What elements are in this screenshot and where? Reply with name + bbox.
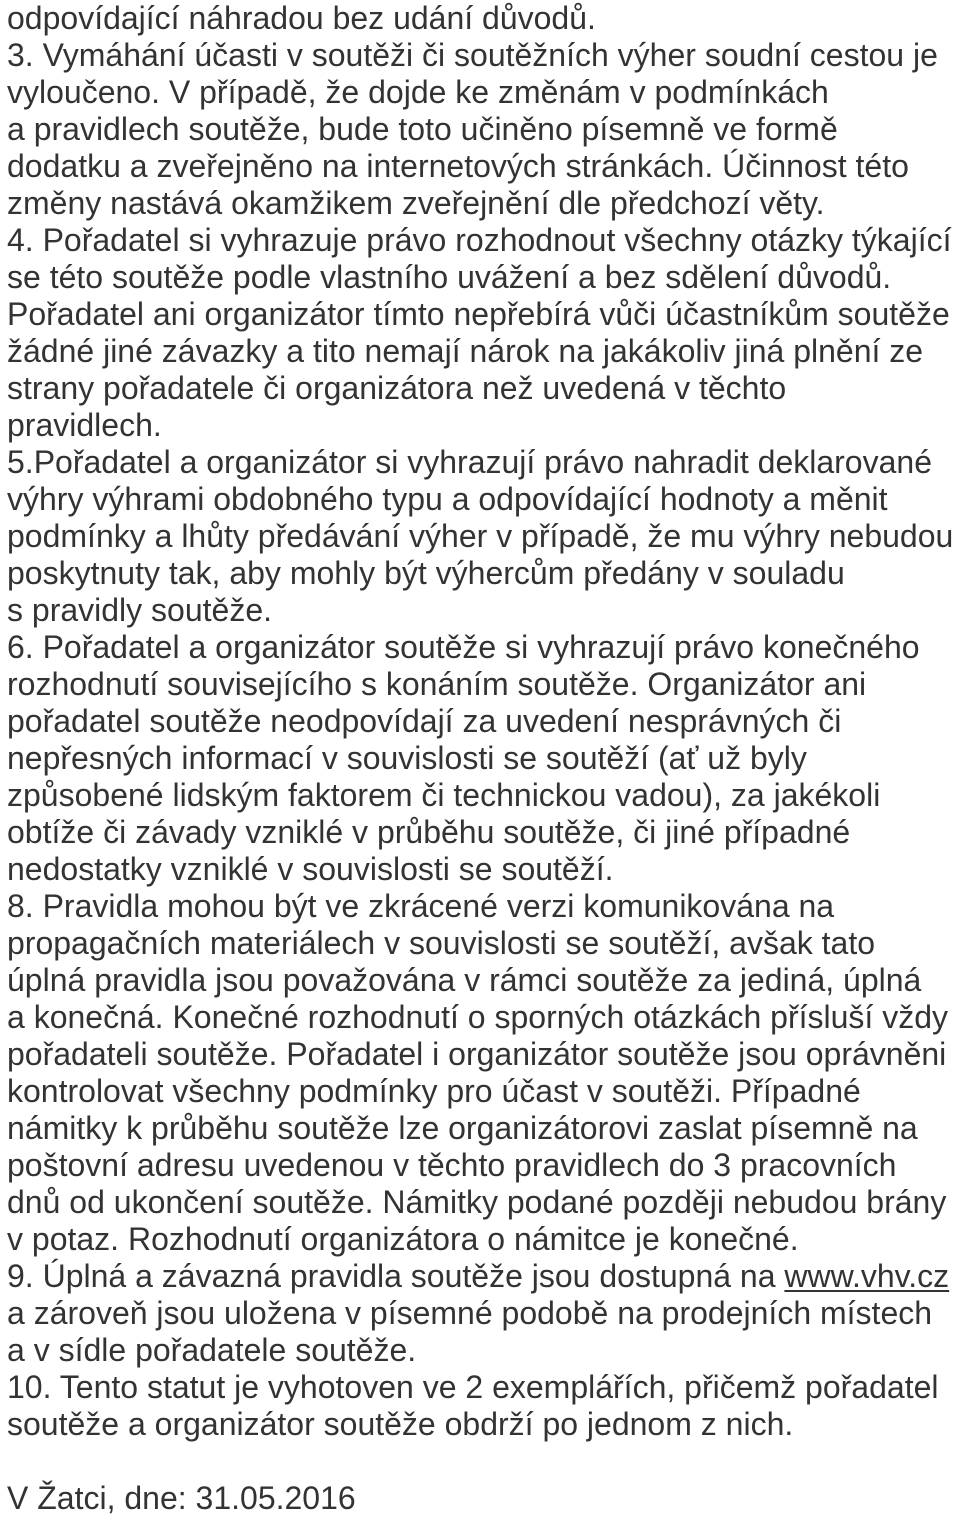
text-line: a pravidlech soutěže, bude toto učiněno písemně ve formě	[7, 111, 838, 147]
text-line: podmínky a lhůty předávání výher v případě, že mu výhry nebudou	[7, 518, 954, 554]
text-line: námitky k průběhu soutěže lze organizátorovi zaslat písemně na	[7, 1110, 918, 1146]
text-line: nedostatky vzniklé v souvislosti se soutěží.	[7, 851, 614, 887]
text-line: výhry výhrami obdobného typu a odpovídající hodnoty a měnit	[7, 481, 888, 517]
text-line: poskytnuty tak, aby mohly být výhercům předány v souladu	[7, 555, 845, 591]
text-line: nepřesných informací v souvislosti se soutěží (ať už byly	[7, 740, 807, 776]
text-line: pravidlech.	[7, 407, 162, 443]
text-line: 4. Pořadatel si vyhrazuje právo rozhodnout všechny otázky týkající	[7, 222, 952, 258]
text-line: obtíže či závady vzniklé v průběhu soutěže, či jiné případné	[7, 814, 851, 850]
text-line: 8. Pravidla mohou být ve zkrácené verzi komunikována na	[7, 888, 835, 924]
text-line: se této soutěže podle vlastního uvážení a bez sdělení důvodů.	[7, 259, 892, 295]
text-line: 10. Tento statut je vyhotoven ve 2 exemplářích, přičemž pořadatel	[7, 1369, 939, 1405]
text-line: soutěže a organizátor soutěže obdrží po jednom z nich.	[7, 1406, 794, 1442]
text-line: strany pořadatele či organizátora než uvedená v těchto	[7, 370, 787, 406]
text-line: žádné jiné závazky a tito nemají nárok na jakákoliv jiná plnění ze	[7, 333, 924, 369]
website-link[interactable]: www.vhv.cz	[784, 1258, 950, 1294]
text-line-prefix: 9. Úplná a závazná pravidla soutěže jsou dostupná na	[7, 1258, 785, 1294]
text-line: kontrolovat všechny podmínky pro účast v soutěži. Případné	[7, 1073, 861, 1109]
text-line: způsobené lidským faktorem či technickou vadou), za jakékoli	[7, 777, 881, 813]
text-line: v potaz. Rozhodnutí organizátora o námitce je konečné.	[7, 1221, 799, 1257]
text-line: dnů od ukončení soutěže. Námitky podané později nebudou brány	[7, 1184, 947, 1220]
text-line: a zároveň jsou uložena v písemné podobě na prodejních místech	[7, 1295, 933, 1331]
text-line: vyloučeno. V případě, že dojde ke změnám v podmínkách	[7, 74, 829, 110]
text-line: 5.Pořadatel a organizátor si vyhrazují právo nahradit deklarované	[7, 444, 932, 480]
text-line: úplná pravidla jsou považována v rámci soutěže za jediná, úplná	[7, 962, 922, 998]
text-line: odpovídající náhradou bez udání důvodů.	[7, 0, 596, 36]
text-line: Pořadatel ani organizátor tímto nepřebírá vůči účastníkům soutěže	[7, 296, 950, 332]
text-line: 6. Pořadatel a organizátor soutěže si vyhrazují právo konečného	[7, 629, 920, 665]
text-line: a konečná. Konečné rozhodnutí o sporných otázkách přísluší vždy	[7, 999, 948, 1035]
text-line: dodatku a zveřejněno na internetových stránkách. Účinnost této	[7, 148, 909, 184]
date-line: V Žatci, dne: 31.05.2016	[7, 1480, 356, 1516]
text-line: s pravidly soutěže.	[7, 592, 273, 628]
text-line-with-link	[7, 1258, 960, 1295]
text-line: pořadateli soutěže. Pořadatel i organizátor soutěže jsou oprávněni	[7, 1036, 947, 1072]
text-line: 3. Vymáhání účasti v soutěži či soutěžních výher soudní cestou je	[7, 37, 938, 73]
blank-line	[7, 1443, 960, 1480]
text-line: rozhodnutí souvisejícího s konáním soutěže. Organizátor ani	[7, 666, 867, 702]
text-line: změny nastává okamžikem zveřejnění dle předchozí věty.	[7, 185, 825, 221]
text-line: poštovní adresu uvedenou v těchto pravidlech do 3 pracovních	[7, 1147, 897, 1183]
text-line: propagačních materiálech v souvislosti se soutěží, avšak tato	[7, 925, 875, 961]
text-line: pořadatel soutěže neodpovídají za uvedení nesprávných či	[7, 703, 842, 739]
text-line: a v sídle pořadatele soutěže.	[7, 1332, 417, 1368]
